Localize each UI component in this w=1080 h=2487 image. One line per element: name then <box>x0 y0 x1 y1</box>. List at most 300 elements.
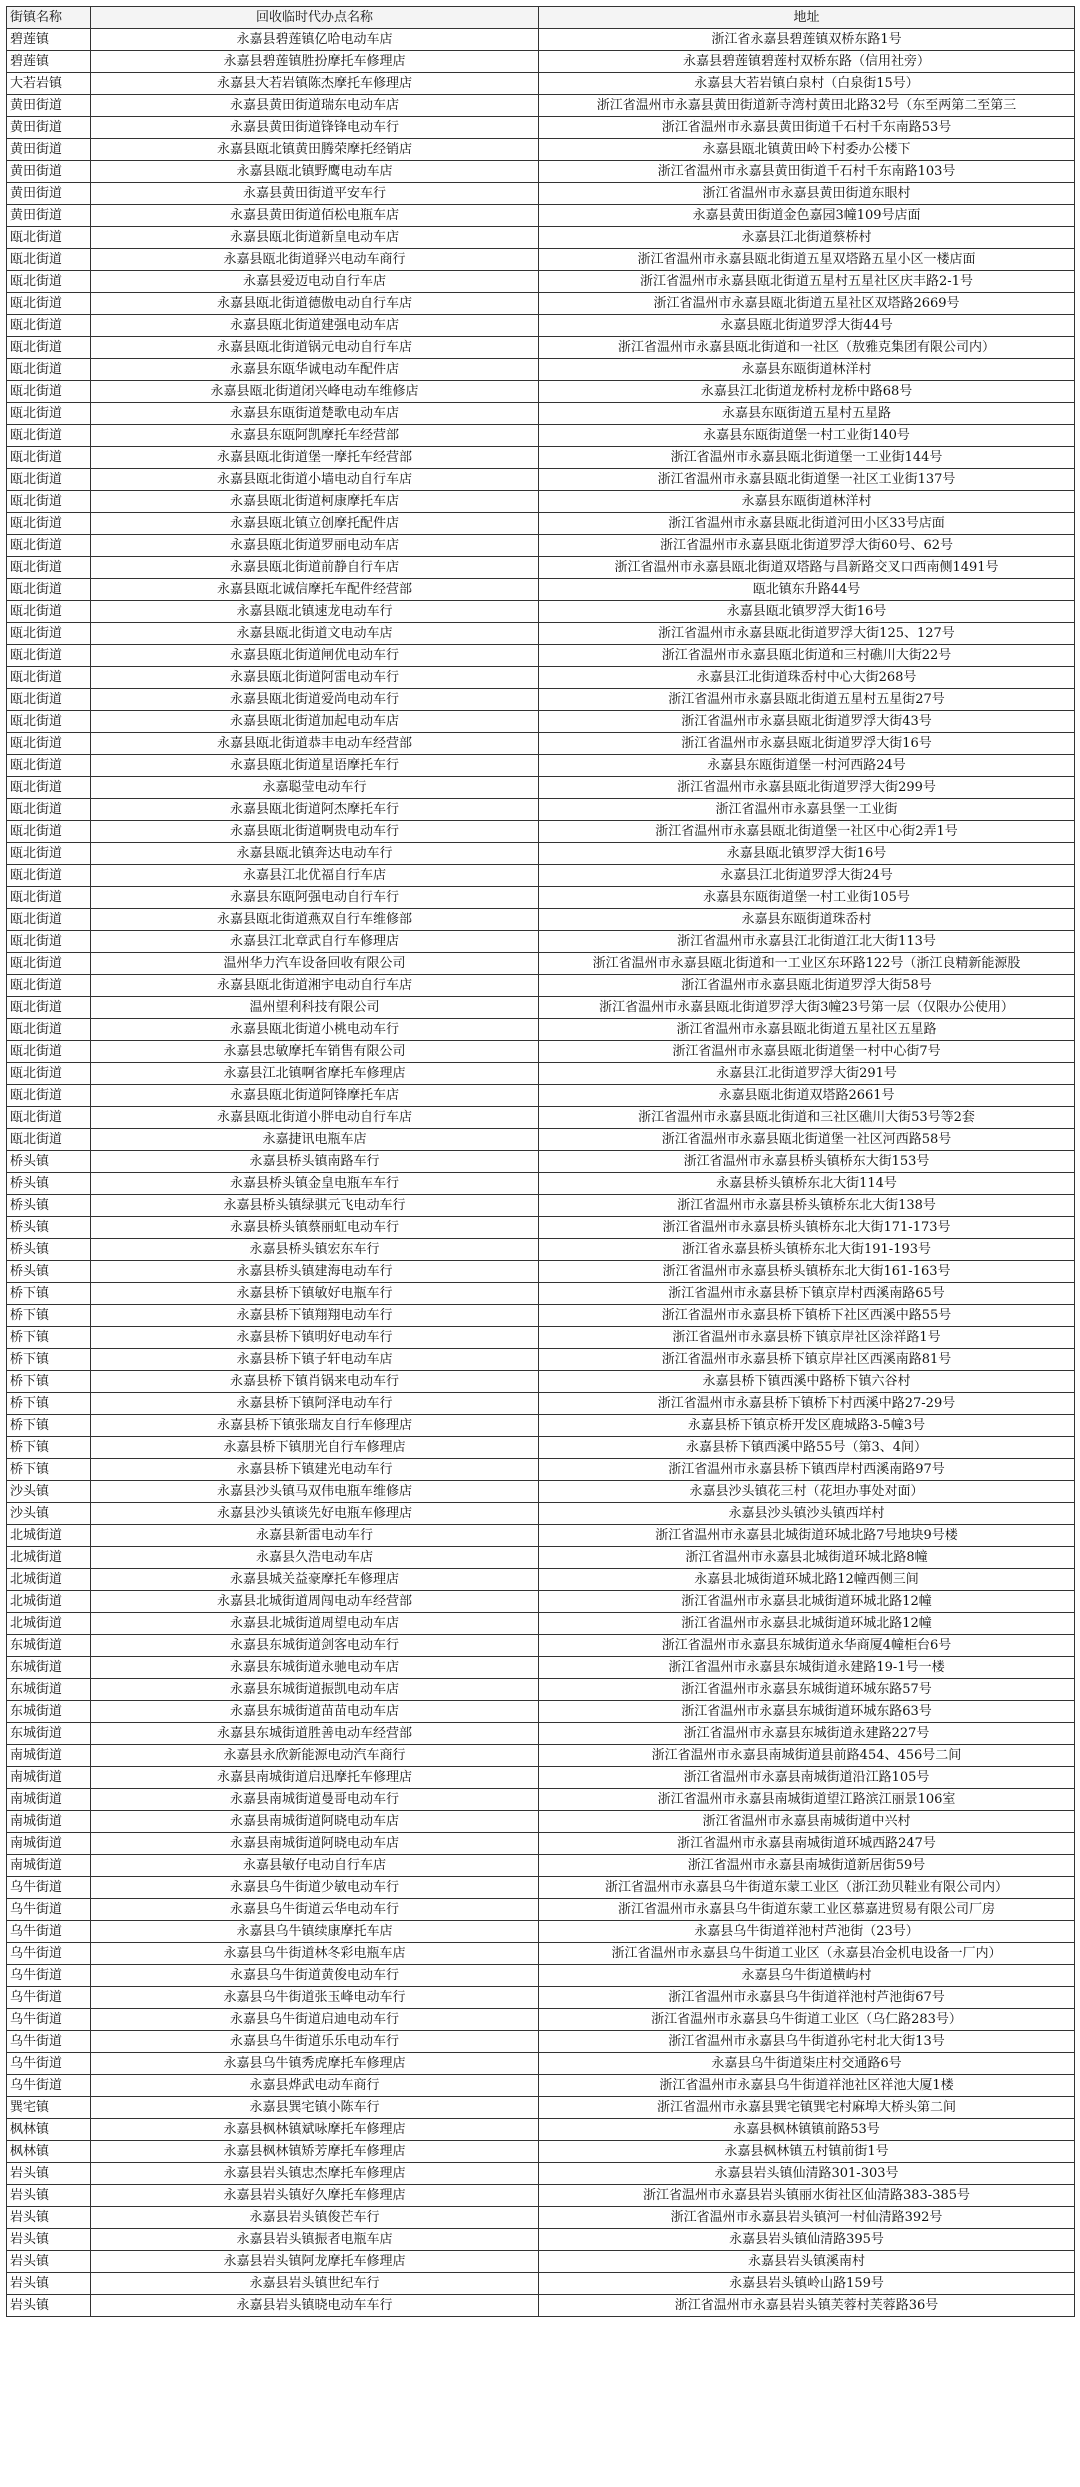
cell-address: 永嘉县江北街道罗浮大街291号 <box>539 1063 1075 1085</box>
cell-town: 南城街道 <box>7 1767 91 1789</box>
cell-address: 浙江省温州市永嘉县桥头镇桥东北大街161-163号 <box>539 1261 1075 1283</box>
cell-store-name: 永嘉县岩头镇振者电瓶车店 <box>91 2229 539 2251</box>
table-row <box>7 1833 1075 1855</box>
cell-store-name: 永嘉县烨武电动车商行 <box>91 2075 539 2097</box>
cell-address: 永嘉县东瓯街道林洋村 <box>539 491 1075 513</box>
cell-address: 永嘉县沙头镇花三村（花坦办事处对面） <box>539 1481 1075 1503</box>
table-row <box>7 1547 1075 1569</box>
cell-address: 浙江省温州市永嘉县北城街道环城北路8幢 <box>539 1547 1075 1569</box>
cell-town: 南城街道 <box>7 1745 91 1767</box>
cell-store-name: 永嘉县东城街道振凯电动车店 <box>91 1679 539 1701</box>
cell-town: 桥头镇 <box>7 1173 91 1195</box>
cell-store-name: 永嘉县乌牛镇秀虎摩托车修理店 <box>91 2053 539 2075</box>
header-address: 地址 <box>539 7 1075 29</box>
table-row <box>7 1349 1075 1371</box>
table-row <box>7 755 1075 777</box>
table-row <box>7 2097 1075 2119</box>
cell-town: 瓯北街道 <box>7 403 91 425</box>
table-row <box>7 2119 1075 2141</box>
cell-address: 浙江省温州市永嘉县瓯北街道堡一村中心街7号 <box>539 1041 1075 1063</box>
cell-address: 浙江省温州市永嘉县瓯北街道河田小区33号店面 <box>539 513 1075 535</box>
table-row <box>7 1635 1075 1657</box>
cell-address: 永嘉县乌牛街道横屿村 <box>539 1965 1075 1987</box>
cell-address: 浙江省温州市永嘉县岩头镇丽水街社区仙清路383-385号 <box>539 2185 1075 2207</box>
table-row <box>7 1107 1075 1129</box>
table-row <box>7 1745 1075 1767</box>
cell-town: 碧莲镇 <box>7 51 91 73</box>
table-row <box>7 403 1075 425</box>
cell-address: 浙江省温州市永嘉县桥头镇桥东北大街138号 <box>539 1195 1075 1217</box>
cell-store-name: 永嘉县瓯北街道德傲电动自行车店 <box>91 293 539 315</box>
cell-store-name: 永嘉县桥下镇张瑞友自行车修理店 <box>91 1415 539 1437</box>
cell-store-name: 永嘉县东城街道永驰电动车店 <box>91 1657 539 1679</box>
cell-store-name: 永嘉县瓯北镇野鹰电动车店 <box>91 161 539 183</box>
cell-address: 永嘉县沙头镇沙头镇西垟村 <box>539 1503 1075 1525</box>
table-row <box>7 623 1075 645</box>
cell-town: 瓯北街道 <box>7 711 91 733</box>
table-row <box>7 1041 1075 1063</box>
cell-town: 瓯北街道 <box>7 997 91 1019</box>
cell-town: 瓯北街道 <box>7 887 91 909</box>
table-row <box>7 1943 1075 1965</box>
table-row <box>7 1305 1075 1327</box>
cell-address: 浙江省温州市永嘉县桥头镇桥东大街153号 <box>539 1151 1075 1173</box>
cell-address: 永嘉县东瓯街道五星村五星路 <box>539 403 1075 425</box>
table-row <box>7 51 1075 73</box>
table-row <box>7 557 1075 579</box>
table-row <box>7 1129 1075 1151</box>
cell-store-name: 永嘉县桥头镇蔡丽虹电动车行 <box>91 1217 539 1239</box>
cell-store-name: 永嘉县乌牛街道黄俊电动车行 <box>91 1965 539 1987</box>
table-row <box>7 865 1075 887</box>
table-row <box>7 2273 1075 2295</box>
cell-address: 浙江省温州市永嘉县瓯北街道罗浮大街16号 <box>539 733 1075 755</box>
table-row <box>7 1965 1075 1987</box>
cell-town: 瓯北街道 <box>7 579 91 601</box>
cell-town: 桥下镇 <box>7 1437 91 1459</box>
cell-town: 瓯北街道 <box>7 821 91 843</box>
cell-town: 桥头镇 <box>7 1239 91 1261</box>
cell-town: 乌牛街道 <box>7 2009 91 2031</box>
cell-town: 瓯北街道 <box>7 755 91 777</box>
table-row <box>7 2141 1075 2163</box>
cell-store-name: 永嘉县江北优福自行车店 <box>91 865 539 887</box>
cell-address: 永嘉县瓯北街道罗浮大街44号 <box>539 315 1075 337</box>
table-row <box>7 227 1075 249</box>
cell-store-name: 永嘉县桥下镇朋光自行车修理店 <box>91 1437 539 1459</box>
cell-town: 瓯北街道 <box>7 843 91 865</box>
cell-town: 黄田街道 <box>7 95 91 117</box>
table-row <box>7 931 1075 953</box>
cell-address: 浙江省温州市永嘉县桥下镇桥下村西溪中路27-29号 <box>539 1393 1075 1415</box>
cell-address: 浙江省温州市永嘉县瓯北街道五星社区五星路 <box>539 1019 1075 1041</box>
cell-address: 浙江省温州市永嘉县瓯北街道和三社区礁川大街53号等2套 <box>539 1107 1075 1129</box>
cell-town: 北城街道 <box>7 1613 91 1635</box>
cell-town: 瓯北街道 <box>7 601 91 623</box>
table-row <box>7 2009 1075 2031</box>
cell-store-name: 永嘉县瓯北街道新皇电动车店 <box>91 227 539 249</box>
cell-address: 浙江省温州市永嘉县东城街道永建路19-1号一楼 <box>539 1657 1075 1679</box>
cell-address: 永嘉县瓯北镇黄田岭下村委办公楼下 <box>539 139 1075 161</box>
table-row <box>7 1437 1075 1459</box>
cell-address: 永嘉县岩头镇仙清路395号 <box>539 2229 1075 2251</box>
cell-store-name: 永嘉县南城街道阿晓电动车店 <box>91 1811 539 1833</box>
table-row <box>7 887 1075 909</box>
table-row <box>7 271 1075 293</box>
cell-town: 瓯北街道 <box>7 777 91 799</box>
table-row <box>7 689 1075 711</box>
cell-town: 瓯北街道 <box>7 799 91 821</box>
cell-store-name: 永嘉县瓯北街道小胖电动自行车店 <box>91 1107 539 1129</box>
table-row <box>7 1019 1075 1041</box>
cell-store-name: 永嘉县乌牛街道云华电动车行 <box>91 1899 539 1921</box>
cell-store-name: 永嘉县乌牛街道林冬彩电瓶车店 <box>91 1943 539 1965</box>
table-row <box>7 1063 1075 1085</box>
cell-town: 瓯北街道 <box>7 953 91 975</box>
cell-town: 瓯北街道 <box>7 865 91 887</box>
cell-address: 浙江省温州市永嘉县乌牛街道工业区（乌仁路283号） <box>539 2009 1075 2031</box>
cell-town: 岩头镇 <box>7 2229 91 2251</box>
cell-address: 浙江省温州市永嘉县东城街道环城东路63号 <box>539 1701 1075 1723</box>
cell-address: 永嘉县枫林镇镇前路53号 <box>539 2119 1075 2141</box>
cell-address: 浙江省温州市永嘉县南城街道县前路454、456号二间 <box>539 1745 1075 1767</box>
cell-town: 瓯北街道 <box>7 535 91 557</box>
cell-address: 永嘉县岩头镇仙清路301-303号 <box>539 2163 1075 2185</box>
cell-store-name: 永嘉县东瓯阿强电动自行车行 <box>91 887 539 909</box>
table-row <box>7 1371 1075 1393</box>
cell-address: 浙江省温州市永嘉县桥下镇京岸村西溪南路65号 <box>539 1283 1075 1305</box>
cell-address: 浙江省温州市永嘉县南城街道环城西路247号 <box>539 1833 1075 1855</box>
table-row <box>7 667 1075 689</box>
cell-store-name: 永嘉县碧莲镇胜扮摩托车修理店 <box>91 51 539 73</box>
table-row <box>7 1195 1075 1217</box>
cell-store-name: 永嘉县大若岩镇陈杰摩托车修理店 <box>91 73 539 95</box>
cell-address: 浙江省温州市永嘉县堡一工业街 <box>539 799 1075 821</box>
table-row <box>7 733 1075 755</box>
cell-address: 永嘉县东瓯街道堡一村工业街140号 <box>539 425 1075 447</box>
cell-town: 枫林镇 <box>7 2141 91 2163</box>
cell-store-name: 永嘉县桥下镇明好电动车行 <box>91 1327 539 1349</box>
cell-town: 南城街道 <box>7 1811 91 1833</box>
cell-store-name: 永嘉县南城街道阿晓电动车店 <box>91 1833 539 1855</box>
cell-address: 浙江省温州市永嘉县瓯北街道和一工业区东环路122号（浙江良精新能源股 <box>539 953 1075 975</box>
table-row <box>7 1217 1075 1239</box>
cell-address: 浙江省温州市永嘉县瓯北街道堡一社区中心街2弄1号 <box>539 821 1075 843</box>
cell-town: 枫林镇 <box>7 2119 91 2141</box>
cell-town: 瓯北街道 <box>7 491 91 513</box>
cell-town: 瓯北街道 <box>7 469 91 491</box>
cell-address: 浙江省温州市永嘉县黄田街道新寺湾村黄田北路32号（东至两第二至第三 <box>539 95 1075 117</box>
table-row <box>7 1415 1075 1437</box>
cell-town: 桥头镇 <box>7 1151 91 1173</box>
cell-town: 瓯北街道 <box>7 293 91 315</box>
cell-town: 瓯北街道 <box>7 513 91 535</box>
cell-store-name: 永嘉县桥头镇建海电动车行 <box>91 1261 539 1283</box>
cell-store-name: 永嘉县爱迈电动自行车店 <box>91 271 539 293</box>
cell-town: 岩头镇 <box>7 2295 91 2317</box>
table-row <box>7 799 1075 821</box>
table-row <box>7 711 1075 733</box>
cell-town: 桥头镇 <box>7 1261 91 1283</box>
table-row <box>7 2163 1075 2185</box>
cell-store-name: 永嘉县江北镇啊省摩托车修理店 <box>91 1063 539 1085</box>
table-row <box>7 2229 1075 2251</box>
cell-store-name: 永嘉县桥下镇翔翔电动车行 <box>91 1305 539 1327</box>
header-row <box>7 7 1075 29</box>
table-row <box>7 1459 1075 1481</box>
cell-store-name: 永嘉县瓯北街道小桃电动车行 <box>91 1019 539 1041</box>
table-row <box>7 909 1075 931</box>
cell-town: 乌牛街道 <box>7 2031 91 2053</box>
cell-town: 东城街道 <box>7 1723 91 1745</box>
table-row <box>7 249 1075 271</box>
cell-town: 桥下镇 <box>7 1371 91 1393</box>
cell-store-name: 永嘉聪莹电动车行 <box>91 777 539 799</box>
cell-store-name: 永嘉县瓯北街道阿雷电动车行 <box>91 667 539 689</box>
table-row <box>7 1503 1075 1525</box>
cell-address: 永嘉县江北街道罗浮大街24号 <box>539 865 1075 887</box>
cell-town: 北城街道 <box>7 1525 91 1547</box>
table-row <box>7 645 1075 667</box>
cell-address: 浙江省温州市永嘉县南城街道沿江路105号 <box>539 1767 1075 1789</box>
table-row <box>7 139 1075 161</box>
cell-address: 浙江省温州市永嘉县乌牛街道工业区（永嘉县冶金机电设备一厂内） <box>539 1943 1075 1965</box>
cell-town: 岩头镇 <box>7 2163 91 2185</box>
cell-store-name: 永嘉县桥头镇南路车行 <box>91 1151 539 1173</box>
cell-store-name: 永嘉县黄田街道锋锋电动车行 <box>91 117 539 139</box>
cell-town: 乌牛街道 <box>7 1877 91 1899</box>
table-row <box>7 2185 1075 2207</box>
cell-store-name: 永嘉县城关益豪摩托车修理店 <box>91 1569 539 1591</box>
cell-address: 浙江省温州市永嘉县巽宅镇巽宅村麻埠大桥头第二间 <box>539 2097 1075 2119</box>
cell-store-name: 永嘉县东城街道胜善电动车经营部 <box>91 1723 539 1745</box>
table-row <box>7 535 1075 557</box>
cell-address: 永嘉县东瓯街道林洋村 <box>539 359 1075 381</box>
cell-store-name: 永嘉县桥下镇肖锅来电动车行 <box>91 1371 539 1393</box>
cell-store-name: 永嘉县瓯北街道闸优电动车行 <box>91 645 539 667</box>
table-row <box>7 2053 1075 2075</box>
cell-town: 北城街道 <box>7 1547 91 1569</box>
cell-store-name: 永嘉县岩头镇世纪车行 <box>91 2273 539 2295</box>
table-row <box>7 1173 1075 1195</box>
cell-address: 浙江省温州市永嘉县瓯北街道堡一社区工业街137号 <box>539 469 1075 491</box>
cell-address: 浙江省温州市永嘉县黄田街道东眼村 <box>539 183 1075 205</box>
cell-store-name: 永嘉县瓯北街道前静自行车店 <box>91 557 539 579</box>
cell-store-name: 永嘉县东城街道苗苗电动车店 <box>91 1701 539 1723</box>
cell-town: 东城街道 <box>7 1679 91 1701</box>
cell-town: 岩头镇 <box>7 2273 91 2295</box>
table-row <box>7 975 1075 997</box>
cell-store-name: 永嘉县南城街道曼哥电动车行 <box>91 1789 539 1811</box>
cell-store-name: 永嘉县枫林镇矫芳摩托车修理店 <box>91 2141 539 2163</box>
cell-address: 永嘉县大若岩镇白泉村（白泉街15号） <box>539 73 1075 95</box>
cell-store-name: 永嘉县东城街道剑客电动车行 <box>91 1635 539 1657</box>
table-row <box>7 1767 1075 1789</box>
cell-town: 巽宅镇 <box>7 2097 91 2119</box>
cell-town: 黄田街道 <box>7 161 91 183</box>
cell-store-name: 永嘉县岩头镇忠杰摩托车修理店 <box>91 2163 539 2185</box>
cell-store-name: 永嘉县久浩电动车店 <box>91 1547 539 1569</box>
cell-address: 浙江省温州市永嘉县瓯北街道和一社区（敖雅克集团有限公司内） <box>539 337 1075 359</box>
table-row <box>7 117 1075 139</box>
cell-town: 瓯北街道 <box>7 381 91 403</box>
cell-store-name: 永嘉县桥头镇宏东车行 <box>91 1239 539 1261</box>
cell-store-name: 永嘉县瓯北街道燕双自行车维修部 <box>91 909 539 931</box>
cell-town: 黄田街道 <box>7 139 91 161</box>
cell-town: 瓯北街道 <box>7 1041 91 1063</box>
cell-town: 岩头镇 <box>7 2251 91 2273</box>
cell-town: 桥下镇 <box>7 1459 91 1481</box>
cell-town: 瓯北街道 <box>7 271 91 293</box>
cell-town: 乌牛街道 <box>7 1943 91 1965</box>
cell-store-name: 永嘉县北城街道周望电动车店 <box>91 1613 539 1635</box>
cell-store-name: 永嘉县碧莲镇亿哈电动车店 <box>91 29 539 51</box>
cell-address: 浙江省永嘉县碧莲镇双桥东路1号 <box>539 29 1075 51</box>
cell-address: 浙江省温州市永嘉县乌牛街道孙宅村北大街13号 <box>539 2031 1075 2053</box>
table-row <box>7 1811 1075 1833</box>
table-row <box>7 1921 1075 1943</box>
cell-store-name: 永嘉县瓯北街道锅元电动自行车店 <box>91 337 539 359</box>
cell-town: 碧莲镇 <box>7 29 91 51</box>
cell-store-name: 永嘉县瓯北街道加起电动车店 <box>91 711 539 733</box>
cell-store-name: 永嘉县江北章武自行车修理店 <box>91 931 539 953</box>
cell-town: 瓯北街道 <box>7 645 91 667</box>
cell-store-name: 温州华力汽车设备回收有限公司 <box>91 953 539 975</box>
cell-address: 浙江省温州市永嘉县瓯北街道堡一工业街144号 <box>539 447 1075 469</box>
cell-address: 浙江省温州市永嘉县岩头镇河一村仙清路392号 <box>539 2207 1075 2229</box>
cell-town: 沙头镇 <box>7 1503 91 1525</box>
table-row <box>7 997 1075 1019</box>
cell-town: 乌牛街道 <box>7 2053 91 2075</box>
cell-store-name: 永嘉县黄田街道瑞东电动车店 <box>91 95 539 117</box>
cell-address: 浙江省温州市永嘉县瓯北街道五星双塔路五星小区一楼店面 <box>539 249 1075 271</box>
cell-address: 浙江省温州市永嘉县南城街道新居街59号 <box>539 1855 1075 1877</box>
header-store-name: 回收临时代办点名称 <box>91 7 539 29</box>
cell-town: 南城街道 <box>7 1833 91 1855</box>
cell-town: 南城街道 <box>7 1855 91 1877</box>
table-row <box>7 1261 1075 1283</box>
cell-store-name: 永嘉县新雷电动车行 <box>91 1525 539 1547</box>
cell-town: 瓯北街道 <box>7 733 91 755</box>
cell-address: 浙江省温州市永嘉县东城街道永建路227号 <box>539 1723 1075 1745</box>
table-row <box>7 1613 1075 1635</box>
cell-store-name: 永嘉县乌牛街道启迪电动车行 <box>91 2009 539 2031</box>
cell-store-name: 永嘉县巽宅镇小陈车行 <box>91 2097 539 2119</box>
table-row <box>7 29 1075 51</box>
cell-address: 浙江省温州市永嘉县岩头镇芙蓉村芙蓉路36号 <box>539 2295 1075 2317</box>
cell-store-name: 永嘉县瓯北街道闭兴峰电动车维修店 <box>91 381 539 403</box>
data-sheet <box>6 6 1074 2317</box>
cell-store-name: 永嘉县乌牛街道少敏电动车行 <box>91 1877 539 1899</box>
cell-town: 瓯北街道 <box>7 425 91 447</box>
cell-town: 乌牛街道 <box>7 1965 91 1987</box>
cell-address: 永嘉县瓯北镇罗浮大街16号 <box>539 843 1075 865</box>
cell-store-name: 永嘉县岩头镇阿龙摩托车修理店 <box>91 2251 539 2273</box>
cell-address: 浙江省温州市永嘉县瓯北街道罗浮大街43号 <box>539 711 1075 733</box>
cell-town: 瓯北街道 <box>7 1063 91 1085</box>
table-row <box>7 1393 1075 1415</box>
cell-town: 桥头镇 <box>7 1217 91 1239</box>
cell-address: 永嘉县瓯北镇罗浮大街16号 <box>539 601 1075 623</box>
cell-town: 黄田街道 <box>7 205 91 227</box>
cell-address: 浙江省温州市永嘉县北城街道环城北路7号地块9号楼 <box>539 1525 1075 1547</box>
header-town: 街镇名称 <box>7 7 91 29</box>
cell-address: 浙江省温州市永嘉县乌牛街道祥池村芦池街67号 <box>539 1987 1075 2009</box>
cell-store-name: 永嘉县桥头镇绿骐元飞电动车行 <box>91 1195 539 1217</box>
cell-store-name: 永嘉县瓯北镇奔达电动车行 <box>91 843 539 865</box>
table-row <box>7 161 1075 183</box>
cell-address: 浙江省温州市永嘉县黄田街道千石村千东南路53号 <box>539 117 1075 139</box>
cell-address: 永嘉县岩头镇溪南村 <box>539 2251 1075 2273</box>
table-row <box>7 843 1075 865</box>
cell-store-name: 永嘉县黄田街道平安车行 <box>91 183 539 205</box>
cell-address: 浙江省温州市永嘉县乌牛街道东蒙工业区慕嘉进贸易有限公司厂房 <box>539 1899 1075 1921</box>
table-row <box>7 2075 1075 2097</box>
cell-store-name: 永嘉县东瓯华诚电动车配件店 <box>91 359 539 381</box>
table-row <box>7 1701 1075 1723</box>
cell-address: 永嘉县黄田街道金色嘉园3幢109号店面 <box>539 205 1075 227</box>
table-row <box>7 183 1075 205</box>
table-row <box>7 1679 1075 1701</box>
cell-town: 瓯北街道 <box>7 337 91 359</box>
table-row <box>7 469 1075 491</box>
cell-town: 桥下镇 <box>7 1393 91 1415</box>
cell-address: 浙江省温州市永嘉县南城街道中兴村 <box>539 1811 1075 1833</box>
cell-town: 瓯北街道 <box>7 931 91 953</box>
table-row <box>7 1481 1075 1503</box>
cell-store-name: 永嘉县瓯北街道建强电动车店 <box>91 315 539 337</box>
cell-town: 桥下镇 <box>7 1349 91 1371</box>
cell-store-name: 永嘉县岩头镇晓电动车车行 <box>91 2295 539 2317</box>
cell-address: 浙江省温州市永嘉县瓯北街道罗浮大街58号 <box>539 975 1075 997</box>
table-row <box>7 381 1075 403</box>
table-row <box>7 95 1075 117</box>
table-body <box>7 29 1075 2317</box>
cell-store-name: 永嘉县沙头镇马双伟电瓶车维修店 <box>91 1481 539 1503</box>
cell-town: 瓯北街道 <box>7 667 91 689</box>
cell-store-name: 永嘉县东瓯街道楚歌电动车店 <box>91 403 539 425</box>
cell-town: 北城街道 <box>7 1569 91 1591</box>
cell-store-name: 永嘉县乌牛镇续康摩托车店 <box>91 1921 539 1943</box>
cell-town: 岩头镇 <box>7 2207 91 2229</box>
cell-town: 瓯北街道 <box>7 1129 91 1151</box>
cell-address: 永嘉县桥头镇桥东北大街114号 <box>539 1173 1075 1195</box>
cell-address: 浙江省温州市永嘉县桥下镇西岸村西溪南路97号 <box>539 1459 1075 1481</box>
cell-store-name: 永嘉县瓯北街道堡一摩托车经营部 <box>91 447 539 469</box>
table-row <box>7 821 1075 843</box>
cell-store-name: 永嘉县忠敏摩托车销售有限公司 <box>91 1041 539 1063</box>
cell-town: 乌牛街道 <box>7 1899 91 1921</box>
cell-store-name: 永嘉县南城街道启迅摩托车修理店 <box>91 1767 539 1789</box>
table-row <box>7 1283 1075 1305</box>
cell-address: 浙江省温州市永嘉县桥下镇京岸社区西溪南路81号 <box>539 1349 1075 1371</box>
cell-address: 浙江省温州市永嘉县瓯北街道五星社区双塔路2669号 <box>539 293 1075 315</box>
cell-address: 永嘉县桥下镇西溪中路55号（第3、4间） <box>539 1437 1075 1459</box>
cell-town: 乌牛街道 <box>7 2075 91 2097</box>
cell-town: 黄田街道 <box>7 183 91 205</box>
cell-store-name: 永嘉县乌牛街道乐乐电动车行 <box>91 2031 539 2053</box>
cell-address: 永嘉县桥下镇西溪中路桥下镇六谷村 <box>539 1371 1075 1393</box>
table-row <box>7 205 1075 227</box>
cell-store-name: 永嘉县瓯北街道柯康摩托车店 <box>91 491 539 513</box>
cell-town: 瓯北街道 <box>7 975 91 997</box>
cell-town: 桥下镇 <box>7 1327 91 1349</box>
cell-address: 浙江省温州市永嘉县东城街道永华商厦4幢柜台6号 <box>539 1635 1075 1657</box>
cell-store-name: 永嘉县瓯北街道啊贵电动车行 <box>91 821 539 843</box>
cell-address: 浙江省温州市永嘉县瓯北街道罗浮大街299号 <box>539 777 1075 799</box>
cell-address: 永嘉县江北街道蔡桥村 <box>539 227 1075 249</box>
cell-town: 瓯北街道 <box>7 227 91 249</box>
